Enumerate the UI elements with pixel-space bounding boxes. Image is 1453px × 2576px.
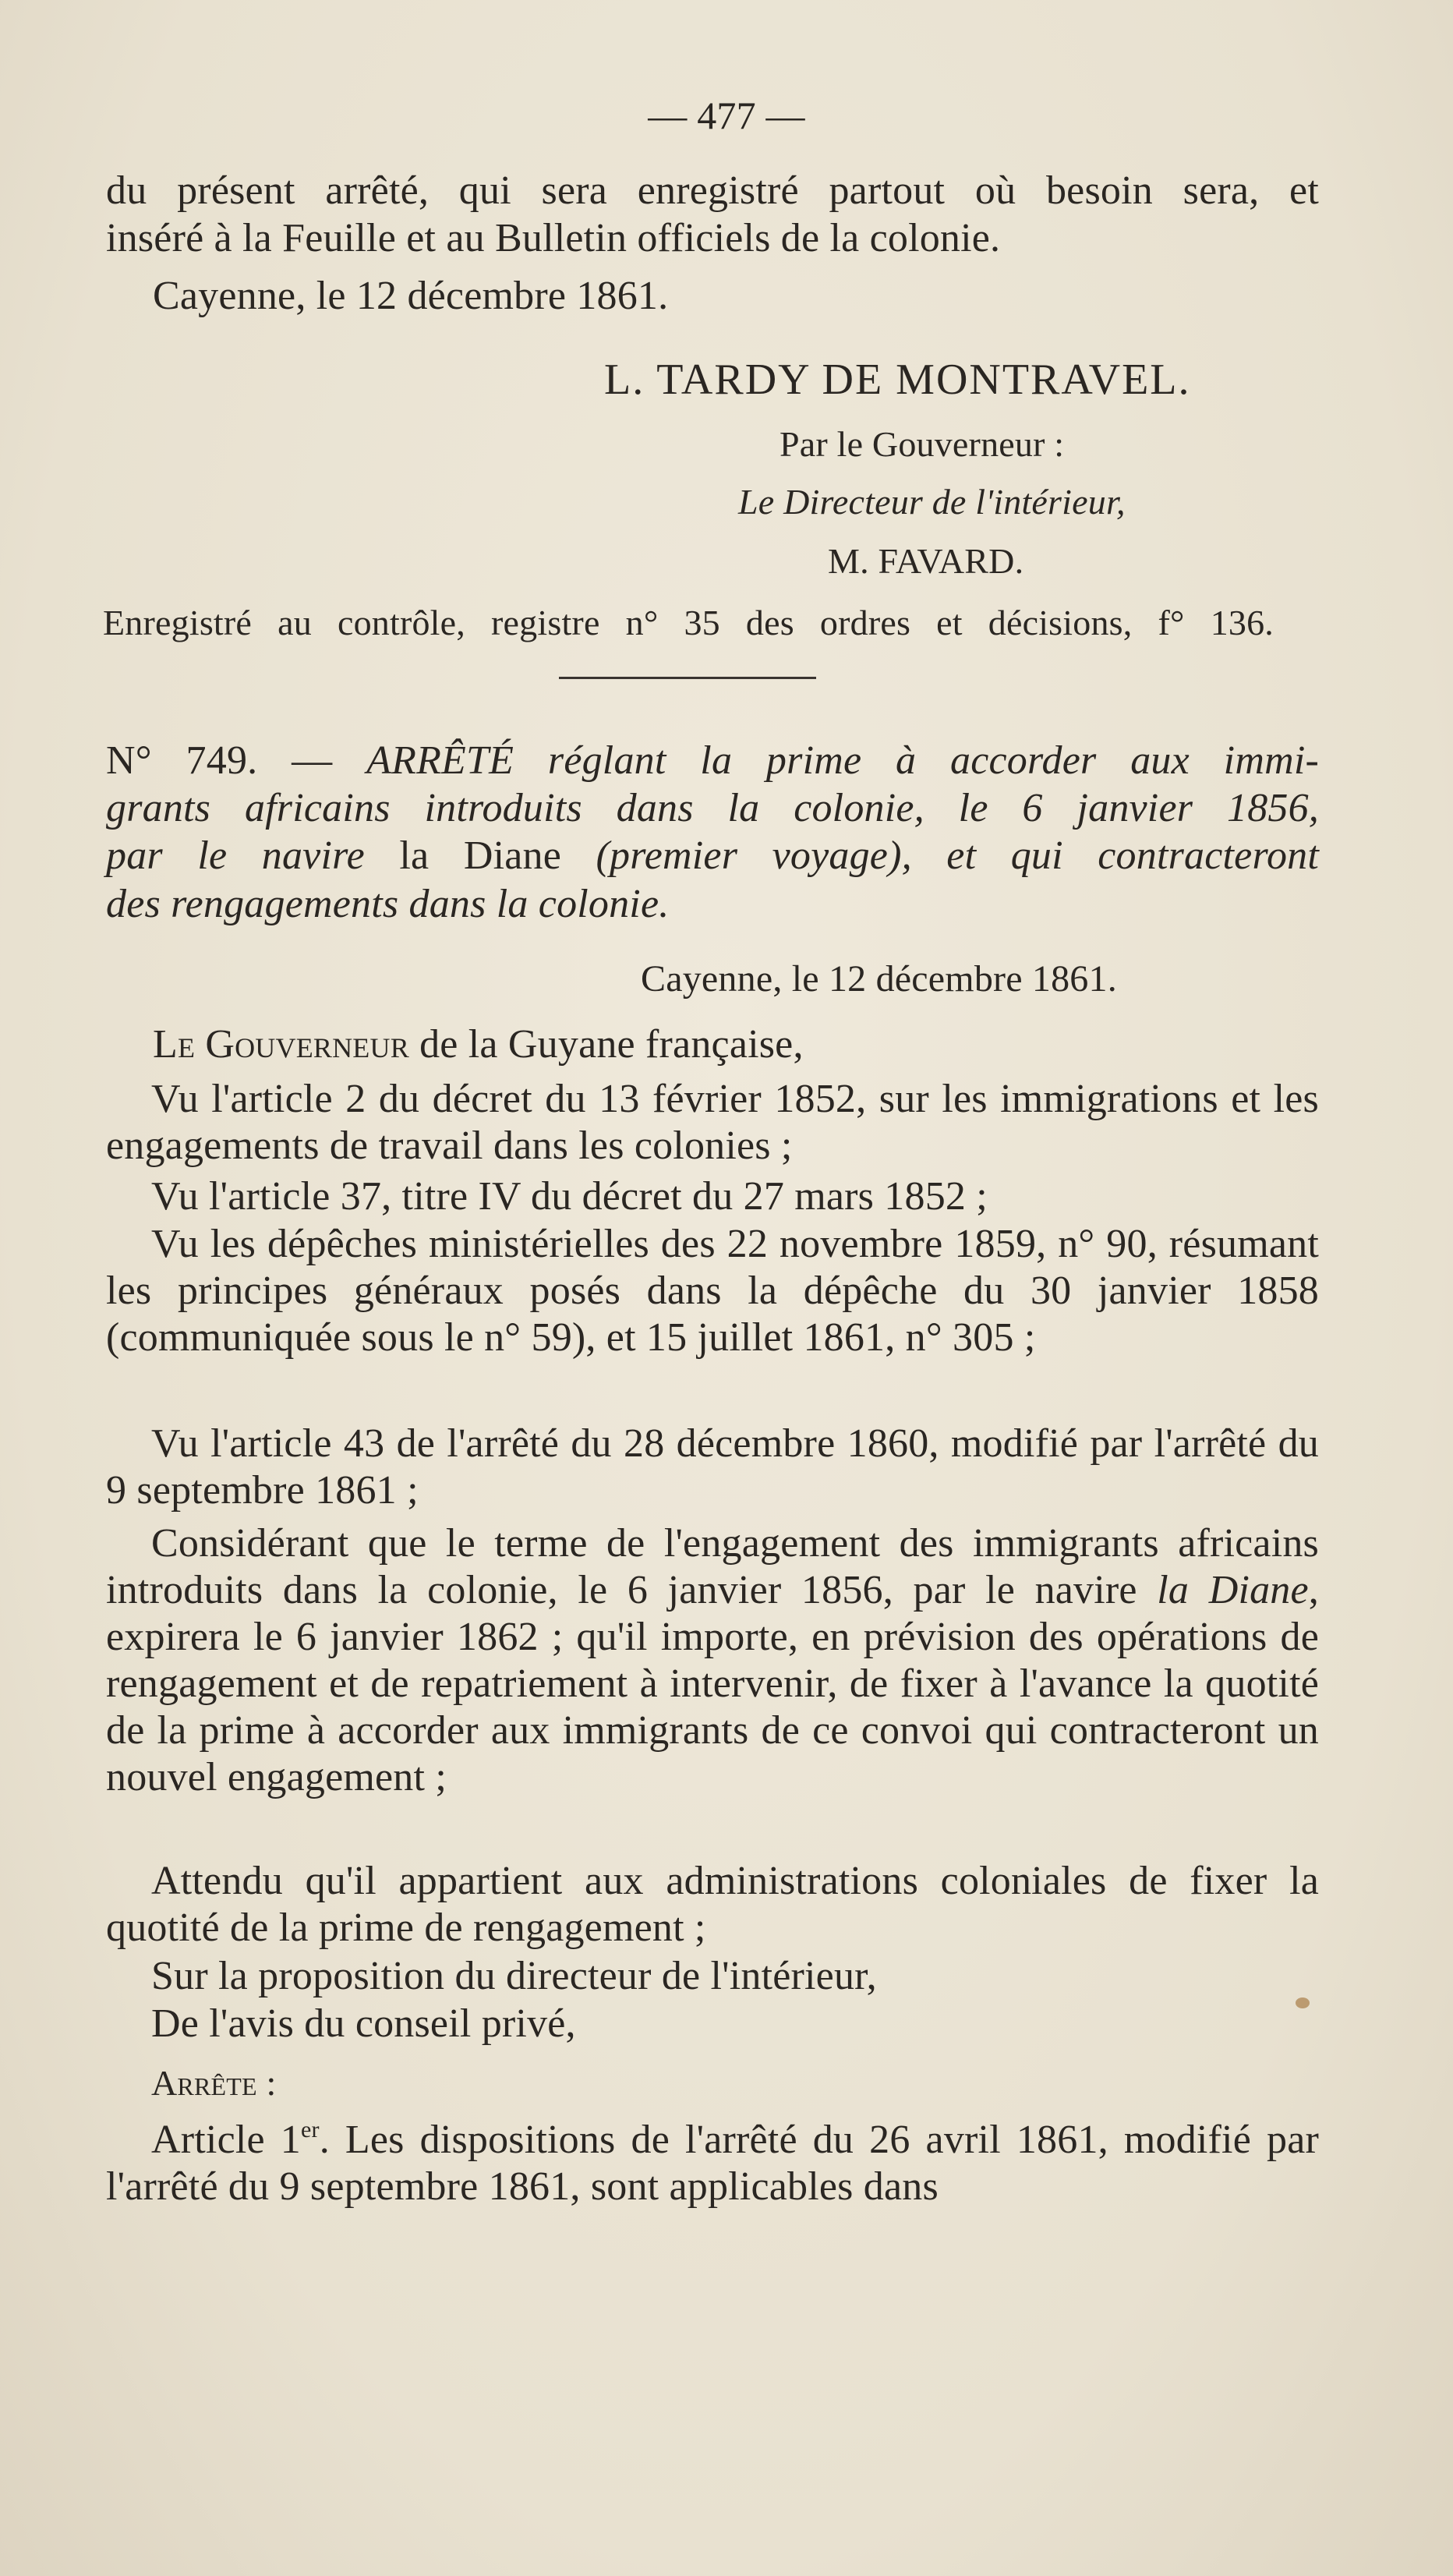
article-1-sup: er [300, 2117, 320, 2143]
governor-rest: de la Guyane française, [419, 1022, 804, 1067]
arrete-keyword: ARRÊTÉ [366, 738, 514, 783]
signature-director-title: Le Directeur de l'intérieur, [738, 482, 1126, 522]
governor-line [153, 1021, 1319, 1068]
governor-title: Le Gouverneur [153, 1022, 409, 1067]
registration-note: Enregistré au contrôle, registre n° 35 des ordres et décisions, f° 136. [103, 603, 1274, 642]
paragraph-article-37: Vu l'article 37, titre IV du décret du 27 mars 1852 ; [151, 1174, 988, 1219]
arrete-title-voyage: (premier voyage), et qui contracteront [596, 833, 1320, 878]
arrete-label: Arrête : [151, 2063, 277, 2103]
continuation-line-2: inséré à la Feuille et au Bulletin officiels de la colonie. [106, 216, 1001, 260]
paragraph-article-1 [106, 2117, 1319, 2210]
paragraph-avis: De l'avis du conseil privé, [151, 2001, 576, 2046]
paragraph-decret-1852: Vu l'article 2 du décret du 13 février 1852, sur les immigrations et les engagements de travail dans les colonies ; [106, 1077, 1319, 1168]
continuation-line-1: du présent arrêté, qui sera enregistré partout où besoin sera, et [106, 168, 1319, 213]
considerant-ship: la Diane [1157, 1568, 1309, 1612]
article-1-text: . Les dispositions de l'arrêté du 26 avril 1861, modifié par l'arrêté du 9 septembre 1861, sont applicables dans [106, 2118, 1319, 2209]
paragraph-depeches: Vu les dépêches ministérielles des 22 novembre 1859, n° 90, résumant les principes généraux posés dans la dépêche du 30 janvier 1858 (communiquée sous le n° 59), et 15 juillet 1861, n° 305 ; [106, 1222, 1319, 1360]
arrete-number: N° 749. — [106, 738, 333, 783]
signature-director-name: M. FAVARD. [828, 541, 1024, 581]
arrete-title-line-4: des rengagements dans la colonie. [106, 882, 670, 926]
paragraph-article-43: Vu l'article 43 de l'arrêté du 28 décembre 1860, modifié par l'arrêté du 9 septembre 1861 ; [106, 1421, 1319, 1513]
arrete-title-line-1 [106, 738, 1319, 784]
signature-par-le-gouverneur: Par le Gouverneur : [780, 424, 1065, 464]
paragraph-attendu: Attendu qu'il appartient aux administrations coloniales de fixer la quotité de la prime de rengagement ; [106, 1859, 1319, 1950]
page-number: — 477 — [648, 94, 805, 137]
signature-name: L. TARDY DE MONTRAVEL. [604, 356, 1191, 404]
arrete-title-rest: réglant la prime à accorder aux immi- [547, 738, 1319, 783]
arrete-title-line-2: grants africains introduits dans la colonie, le 6 janvier 1856, [106, 786, 1319, 830]
continuation-date: Cayenne, le 12 décembre 1861. [153, 274, 669, 318]
article-1-label: Article 1 [151, 2118, 301, 2162]
arrete-title-ship: la Diane [399, 833, 561, 878]
section-divider [559, 677, 816, 679]
considerant-text-a: Considérant que le terme de l'engagement des immigrants africains introduits dans la colonie, le 6 janvier 1856, par le navire [106, 1521, 1319, 1612]
arrete-title-navire: par le navire [106, 833, 365, 878]
considerant-text-b: , expirera le 6 janvier 1862 ; qu'il importe, en prévision des opérations de rengagement et de repatriement à intervenir, de fixer à l'avance la quotité de la prime à accorder aux immigrants de ce convoi qui contracteront un nouvel engagement ; [106, 1568, 1319, 1799]
ink-spot [1296, 1997, 1310, 2008]
paragraph-considerant [106, 1520, 1319, 1801]
arrete-title-line-3 [106, 833, 1319, 879]
arrete-date: Cayenne, le 12 décembre 1861. [641, 958, 1117, 1000]
paragraph-proposition: Sur la proposition du directeur de l'intérieur, [151, 1954, 877, 1998]
